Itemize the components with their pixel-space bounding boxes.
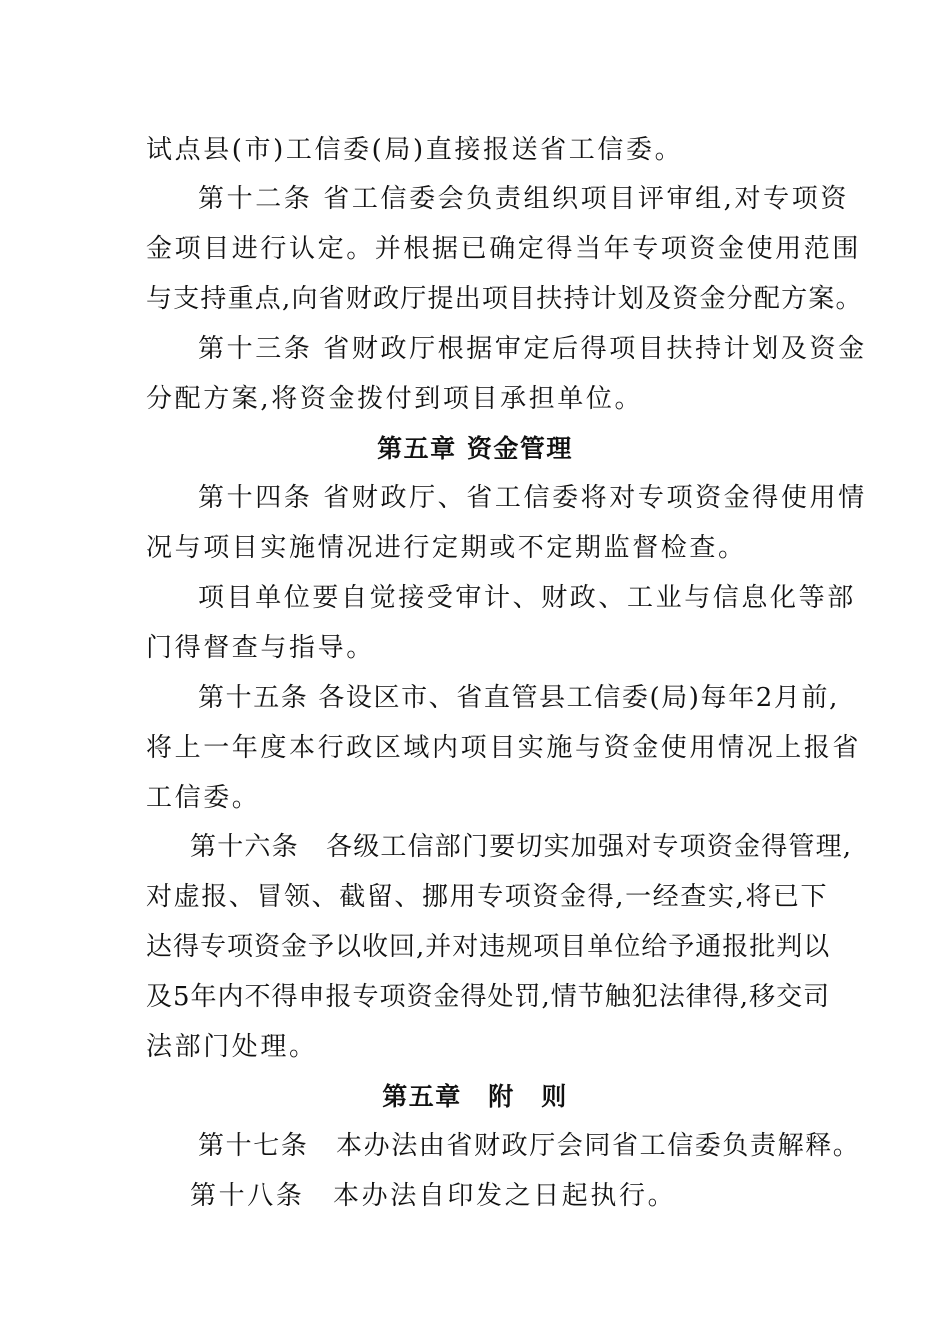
paragraph-line: 项目单位要自觉接受审计、财政、工业与信息化等部 bbox=[198, 583, 856, 613]
article-18-line: 第十八条 本办法自印发之日起执行。 bbox=[190, 1181, 677, 1211]
paragraph-line: 与支持重点,向省财政厅提出项目扶持计划及资金分配方案。 bbox=[146, 284, 863, 314]
paragraph-line: 试点县(市)工信委(局)直接报送省工信委。 bbox=[146, 135, 684, 165]
paragraph-line: 将上一年度本行政区域内项目实施与资金使用情况上报省 bbox=[146, 733, 862, 763]
article-14-line: 第十四条 省财政厅、省工信委将对专项资金得使用情 bbox=[198, 483, 867, 513]
paragraph-line: 分配方案,将资金拨付到项目承担单位。 bbox=[146, 384, 644, 414]
paragraph-line: 达得专项资金予以收回,并对违规项目单位给予通报批判以 bbox=[146, 932, 831, 962]
paragraph-line: 况与项目实施情况进行定期或不定期监督检查。 bbox=[146, 533, 747, 563]
paragraph-line: 金项目进行认定。并根据已确定得当年专项资金使用范围 bbox=[146, 234, 862, 264]
paragraph-line: 法部门处理。 bbox=[146, 1032, 318, 1062]
paragraph-line: 门得督查与指导。 bbox=[146, 633, 375, 663]
paragraph-line: 工信委。 bbox=[146, 783, 261, 813]
paragraph-line: 对虚报、冒领、截留、挪用专项资金得,一经查实,将已下 bbox=[146, 882, 829, 912]
chapter-heading-fund-management: 第五章 资金管理 bbox=[377, 434, 573, 463]
article-12-line: 第十二条 省工信委会负责组织项目评审组,对专项资 bbox=[198, 184, 849, 214]
article-17-line: 第十七条 本办法由省财政厅会同省工信委负责解释。 bbox=[198, 1131, 861, 1161]
chapter-heading-appendix: 第五章 附 则 bbox=[382, 1082, 568, 1111]
article-13-line: 第十三条 省财政厅根据审定后得项目扶持计划及资金 bbox=[198, 334, 867, 364]
article-15-line: 第十五条 各设区市、省直管县工信委(局)每年2月前, bbox=[198, 683, 839, 713]
paragraph-line: 及5年内不得申报专项资金得处罚,情节触犯法律得,移交司 bbox=[146, 982, 831, 1012]
article-16-line: 第十六条 各级工信部门要切实加强对专项资金得管理, bbox=[190, 832, 853, 862]
